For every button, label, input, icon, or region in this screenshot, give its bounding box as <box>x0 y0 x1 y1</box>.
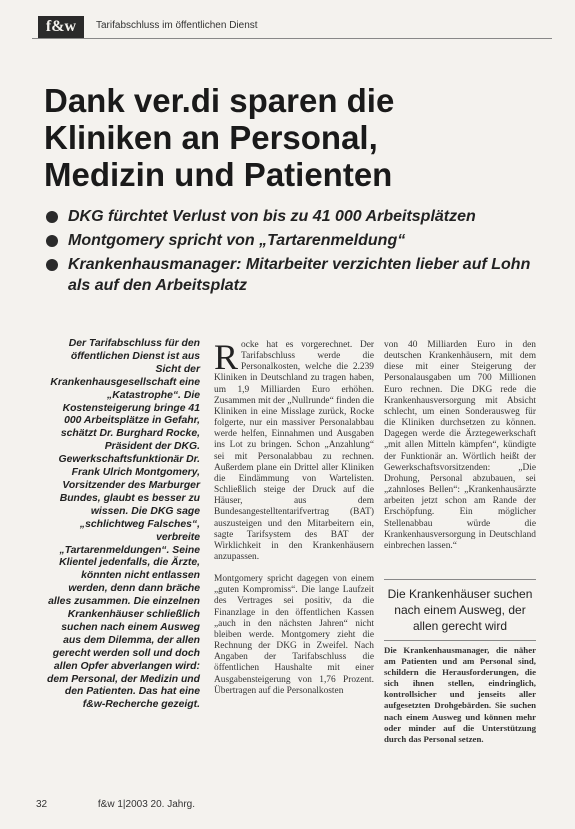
pull-quote: Die Krankenhäuser suchen nach einem Ausweg, der allen gerecht wird <box>384 579 536 641</box>
dropcap: R <box>214 337 239 377</box>
summary-bullet <box>44 254 544 296</box>
body-column-2 <box>214 337 374 708</box>
bullet-dot-icon <box>46 211 58 223</box>
page-footer <box>36 799 195 810</box>
body-paragraph <box>214 337 374 563</box>
body-column-3-bottom <box>384 645 536 756</box>
body-paragraph: von 40 Milliarden Euro in den deutschen Krankenhäusern, mit dem diese mit einer Steigerung der Personalausgaben um 700 Millionen Euro rechnen. Die DKG rede die Krankenhausversorgung mit Absicht schlecht, um einen Sonderausweg für die Kliniken durchsetzen zu können. Dagegen werde die Ärztegewerkschaft „mit allen Mitteln kämpfen“, kündigte der Funktionär an. Wörtlich heißt der Gewerkschaftsvorsitzenden: „Die Drohung, Personal abzubauen, sei „zahnloses Bellen“: „Krankenhausärzte arbeiten jetzt schon am Rande der Erschöpfung. Ein möglicher Stellenabbau würde die Krankenhausversorgung in Deutschland einbrechen lassen.“ <box>384 340 536 551</box>
publication-logo: f&w <box>38 16 84 38</box>
headline <box>44 82 514 193</box>
body-text: ocke hat es vorgerechnet. Der Tarifabschluss werde die Personalkosten, welche die 2.239 Kliniken in Deutschland zu tragen haben, um 1,9 Milliarden Euro erhöhen. Zusammen mit der „Nullrunde“ finden die Kliniken in eine Misslage zurück, Rocke folgerte, nur ein massiver Personalabbau werde helfen, Einnahmen und Ausgaben ins Lot zu bringen. Schon „Anzahlung“ sei mit Personalabbau zu rechnen. Außerdem plane ein Drittel aller Kliniken die Eindämmung von Wartelisten. Schließlich steige der Druck auf die Häuser, aus dem Bundesangestelltentarifvertrag (BAT) auszusteigen und den Mitarbeitern ein, sagte Tarifsystem des BAT der Wirklichkeit in den Krankenhäusern anzupassen. <box>214 340 374 562</box>
headline-line: Kliniken an Personal, <box>44 119 378 156</box>
body-paragraph: Montgomery spricht dagegen von einem „guten Kompromiss“. Die lange Laufzeit des Vertrages sei positiv, da die Finanzlage in den öffentlichen Kassen „auch in den nächsten Jahren“ nicht bleiben werde. Montgomery zieht die Rechnung der DKG in Zweifel. Nach Angaben der Tarifabschluss die öffentlichen Haushalte mit einer Ausgabensteigerung von 1,76 Prozent. Übertragen auf die Personalkosten <box>214 574 374 696</box>
body-paragraph: Die Krankenhausmanager, die näher am Patienten und am Personal sind, schildern die Herausforderungen, die sich ihnen stellen, eindringlich, kontrollsicher und jenseits aller aufgesetzten Drohgebärden. Sie suchen nach einem Ausweg und können mehr oder minder auf die Unterstützung durch das Personal setzen. <box>384 645 536 744</box>
summary-bullets <box>44 206 544 299</box>
issue-info: f&w 1|2003 20. Jahrg. <box>97 799 196 810</box>
bullet-dot-icon <box>46 235 58 247</box>
summary-bullet <box>44 230 544 251</box>
bullet-text: Krankenhausmanager: Mitarbeiter verzichten lieber auf Lohn als auf den Arbeitsplatz <box>68 256 531 294</box>
header-rule <box>32 38 552 39</box>
body-column-3 <box>384 340 536 563</box>
bullet-text: DKG fürchtet Verlust von bis zu 41 000 Arbeitsplätzen <box>68 208 476 225</box>
page-number: 32 <box>36 799 48 810</box>
section-label: Tarifabschluss im öffentlichen Dienst <box>96 20 258 31</box>
headline-line: Medizin und Patienten <box>44 156 393 193</box>
header-bar <box>26 12 546 38</box>
bullet-text: Montgomery spricht von „Tartarenmeldung“ <box>68 232 406 249</box>
intro-lead: Der Tarifabschluss für den öffentlichen Dienst ist aus Sicht der Krankenhausgesellschaft eine „Katastrophe“. Die Kostensteigerung bringe 41 000 Arbeitsplätze in Gefahr, schätzt Dr. Burghard Rocke, Präsident der DKG. Gewerkschaftsfunktionär Dr. Frank Ulrich Montgomery, Vorsitzender des Marburger Bundes, glaubt es besser zu wissen. Die DKG sage „schlichtweg Falsches“, verbreite „Tartarenmeldungen“. Seine Klientel jedenfalls, die Ärzte, könnten nicht entlassen werden, denn dann bräche alles zusammen. Die einzelnen Krankenhäuser schließlich suchen nach einem Ausweg aus dem Dilemma, der allen gerecht werden soll und doch allen Opfer abverlangen wird: dem Personal, der Medizin und den Patienten. Das hat eine f&w-Recherche gezeigt. <box>47 338 200 711</box>
headline-line: Dank ver.di sparen die <box>44 82 395 119</box>
summary-bullet <box>44 206 544 227</box>
bullet-dot-icon <box>46 259 58 271</box>
